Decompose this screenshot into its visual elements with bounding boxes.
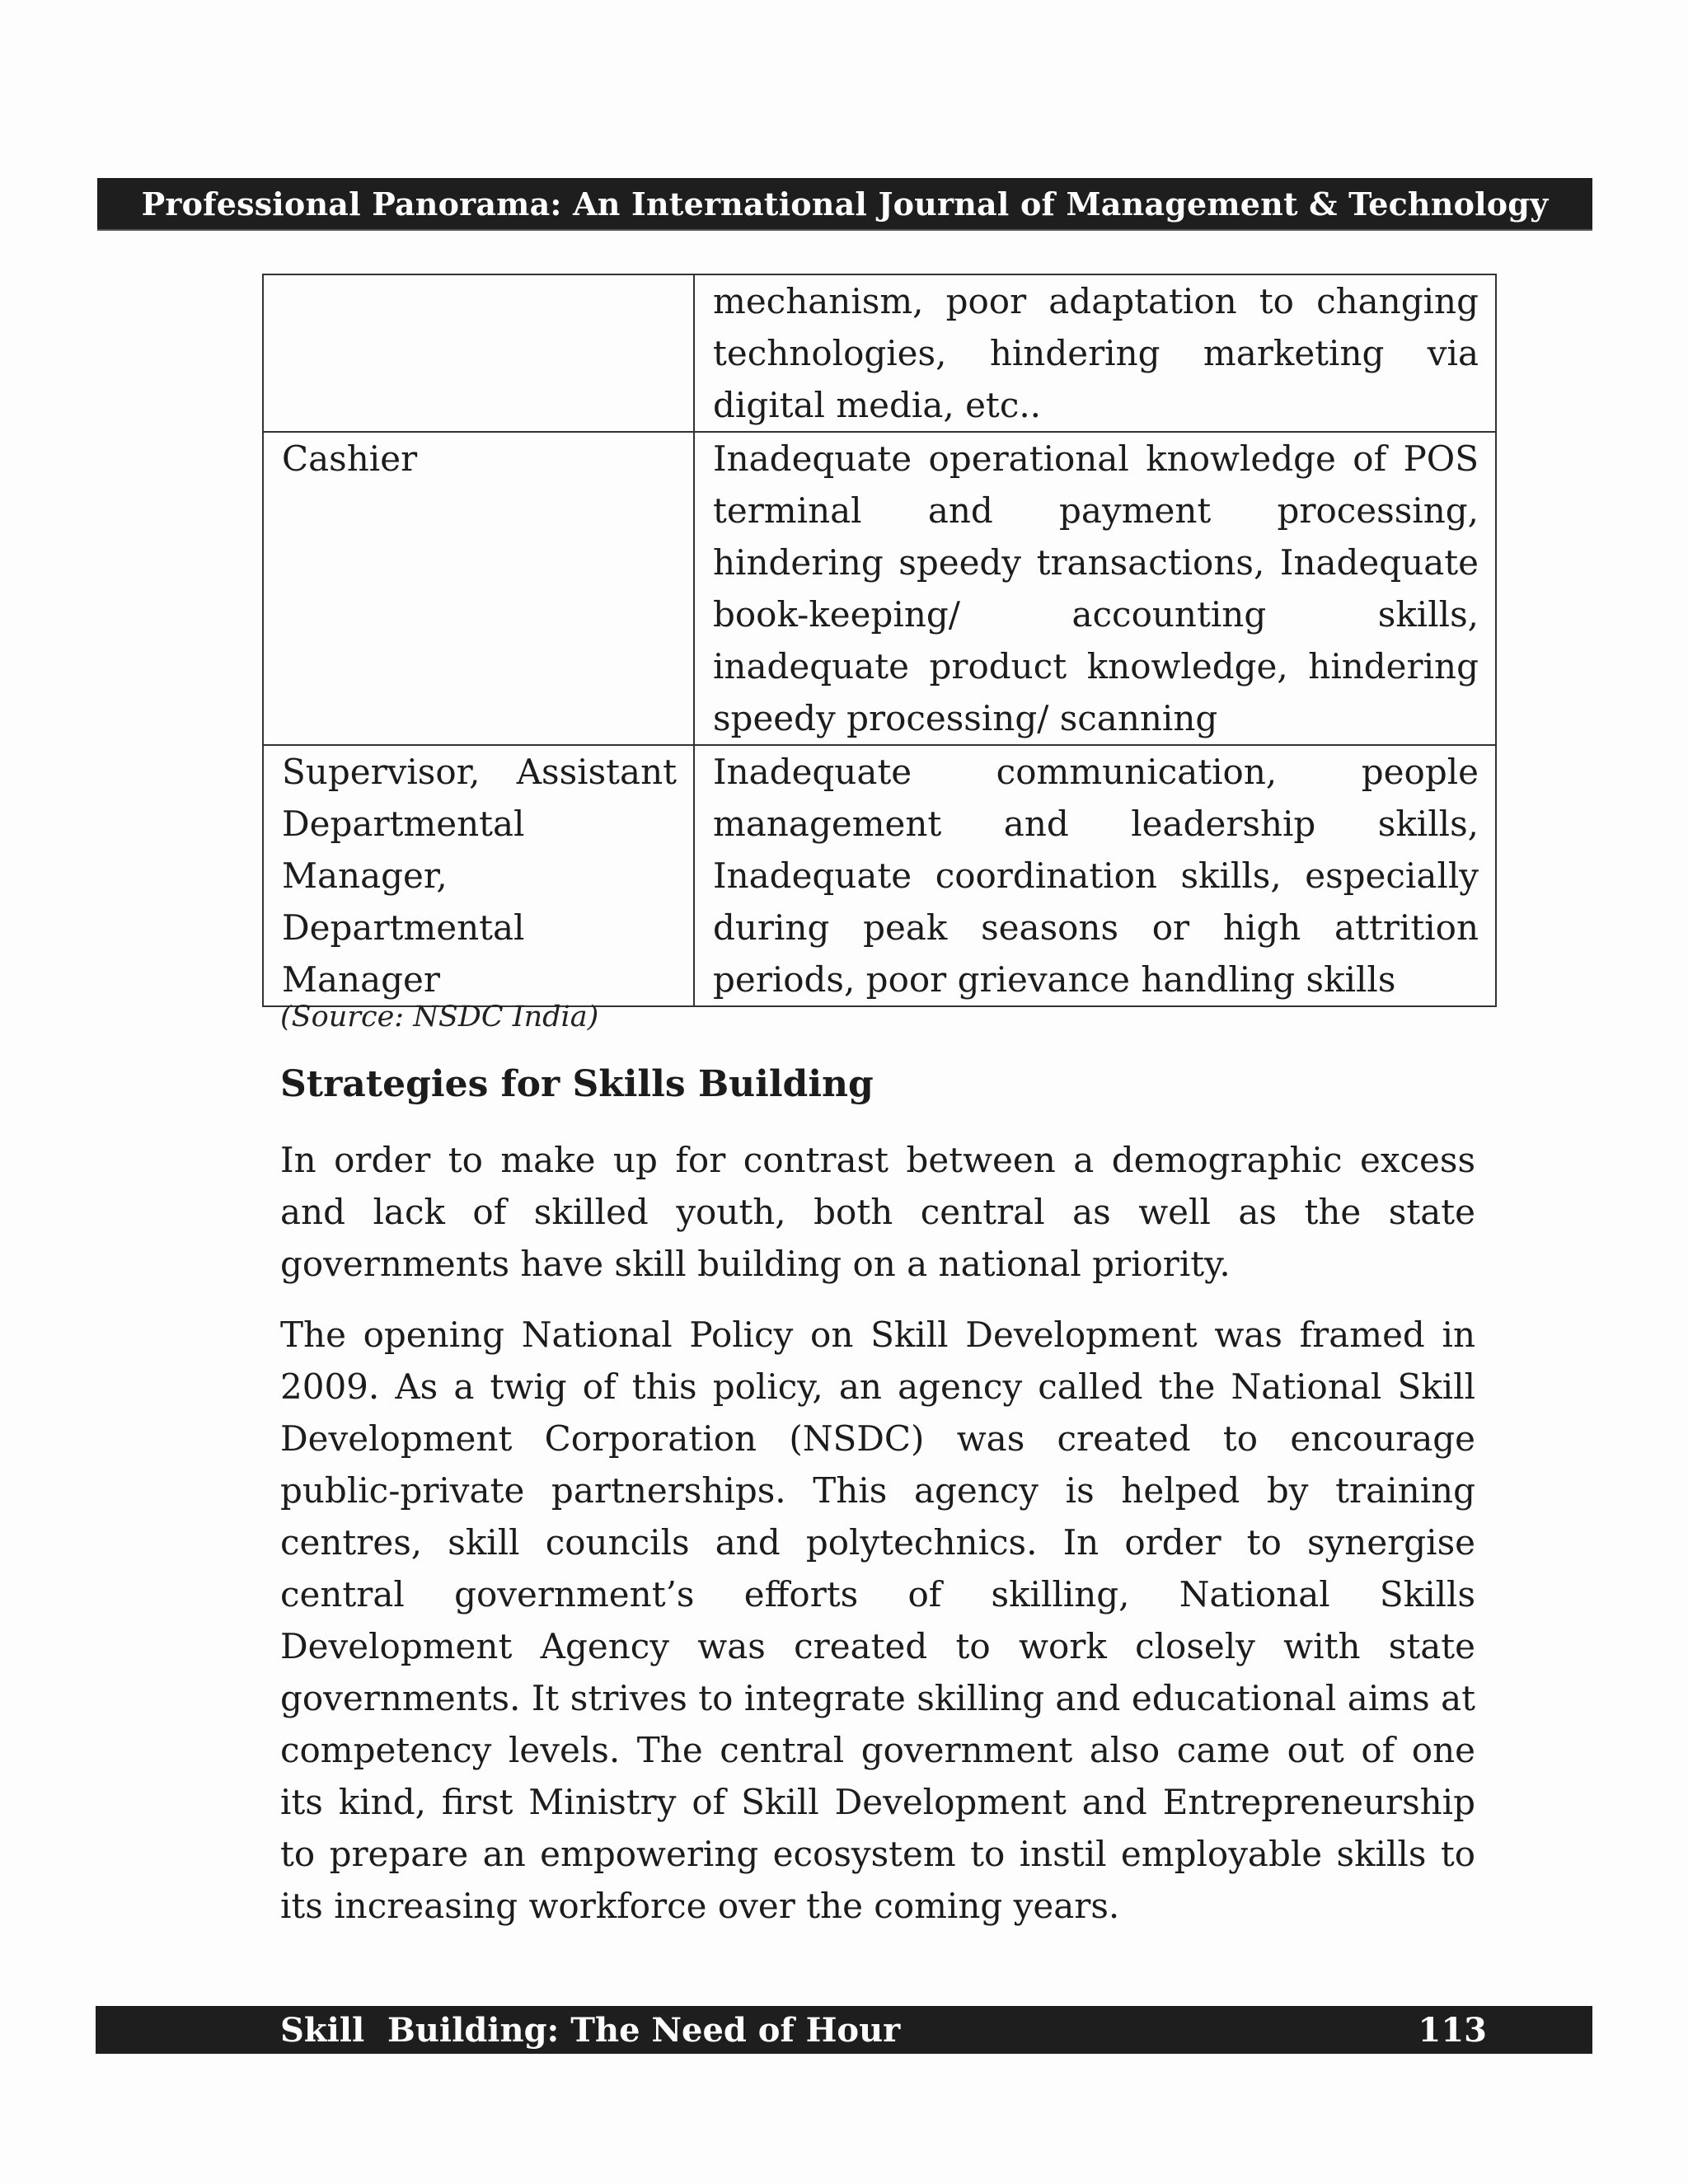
body-paragraph: In order to make up for contrast between a demographic excess and lack of skilled youth, both central as well as the state governments have skill building on a national priority. (280, 1140, 1475, 1284)
skill-gaps-table (262, 274, 1497, 1007)
skill-gap-cell: mechanism, poor adaptation to changing technologies, hindering marketing via digital media, etc.. (694, 274, 1496, 432)
role-cell: Supervisor, Assistant Departmental Manager, Departmental Manager (263, 745, 694, 1006)
page-number: 113 (1418, 2011, 1487, 2050)
role-cell: Cashier (263, 432, 694, 745)
table-row (263, 432, 1496, 745)
skill-gap-cell: Inadequate communication, people management and leadership skills, Inadequate coordination skills, especially during peak seasons or high attrition periods, poor grievance handling skills (694, 745, 1496, 1006)
journal-title: Professional Panorama: An International Journal of Management & Technology (141, 185, 1549, 223)
table-row (263, 745, 1496, 1006)
journal-header-bar (97, 178, 1592, 231)
footer-article-title: Skill Building: The Need of Hour (280, 2011, 901, 2050)
body-paragraph: The opening National Policy on Skill Development was framed in 2009. As a twig of this policy, an agency called the National Skill Development Corporation (NSDC) was created to encourage public-private partnerships. This agency is helped by training centres, skill councils and polytechnics. In order to synergise central government’s efforts of skilling, National Skills Development Agency was created to work closely with state governments. It strives to integrate skilling and educational aims at competency levels. The central government also came out of one its kind, first Ministry of Skill Development and Entrepreneurship to prepare an empowering ecosystem to instil employable skills to its increasing workforce over the coming years. (280, 1315, 1475, 1926)
skill-gaps-table-container (262, 274, 1495, 1007)
section-heading: Strategies for Skills Building (280, 1063, 874, 1105)
table-row (263, 274, 1496, 432)
role-cell (263, 274, 694, 432)
footer-bar (96, 2006, 1592, 2054)
table-source-note: (Source: NSDC India) (280, 1001, 599, 1033)
skill-gap-cell: Inadequate operational knowledge of POS terminal and payment processing, hindering speedy transactions, Inadequate book-keeping/ accounting skills, inadequate product knowledge, hindering speedy processing/ scanning (694, 432, 1496, 745)
